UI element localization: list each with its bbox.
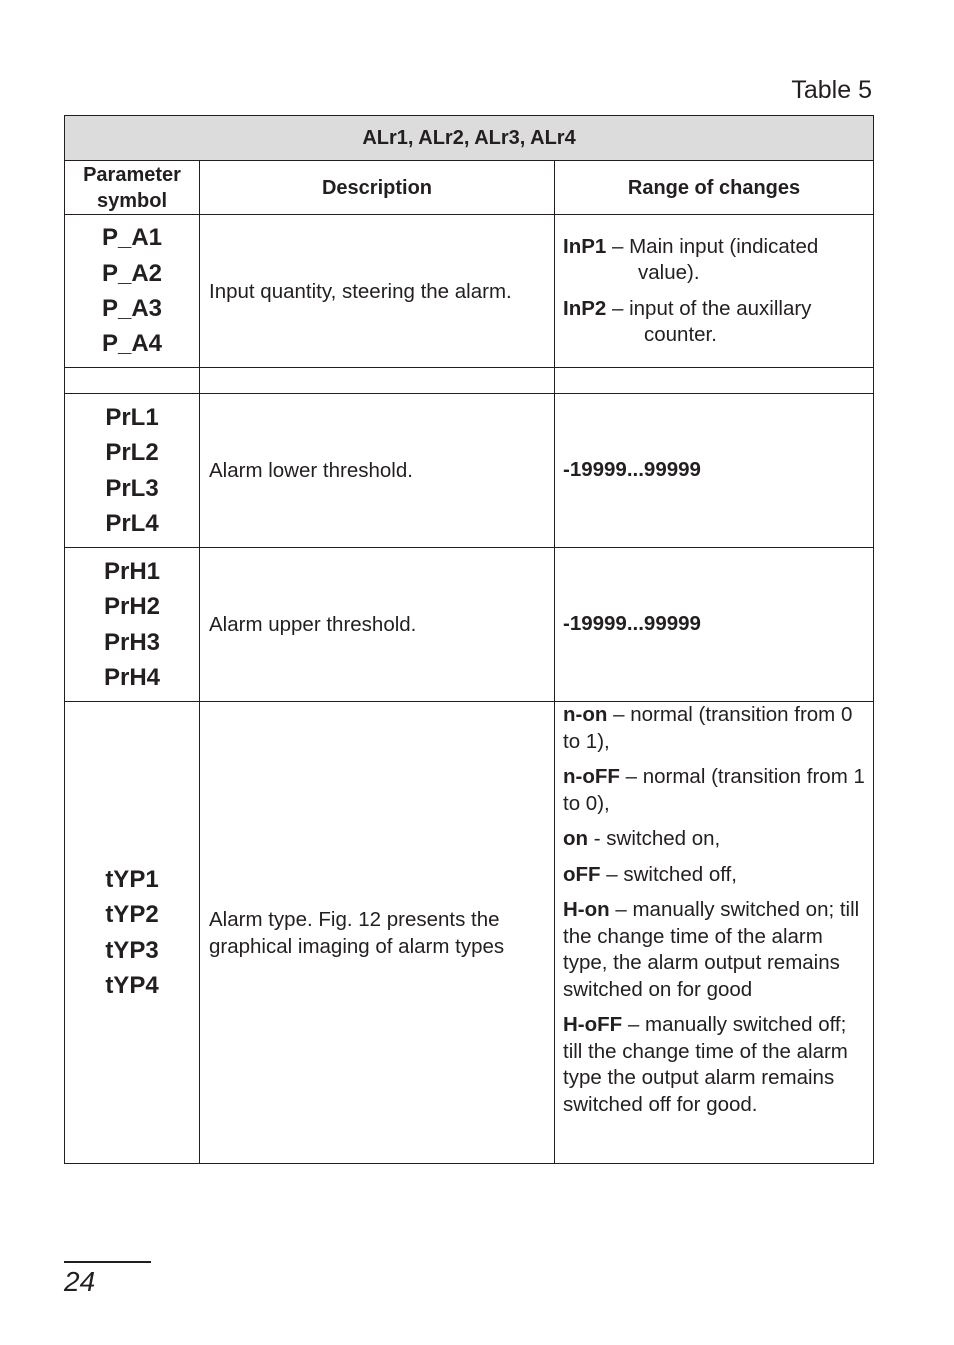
- table-title: ALr1, ALr2, ALr3, ALr4: [65, 116, 874, 161]
- range-option: [563, 1012, 865, 1118]
- symbol: tYP4: [105, 971, 159, 999]
- symbol: tYP2: [105, 901, 159, 929]
- symbol: P_A3: [101, 295, 163, 322]
- table-row: [65, 702, 874, 1164]
- range-option: [563, 702, 865, 755]
- option-key: on: [563, 827, 589, 850]
- range-cell: [555, 394, 874, 548]
- option-key: n-on: [563, 703, 608, 726]
- option-key: InP2: [563, 296, 607, 320]
- option-separator: –: [622, 1013, 645, 1036]
- description-line: Alarm type. Fig. 12 presents the: [209, 907, 500, 931]
- option-text: manually switched off; till the change time of the alarm type the output alarm remains switched off for good.: [563, 1013, 848, 1116]
- symbol: PrH1: [103, 557, 161, 585]
- option-key: oFF: [563, 862, 601, 886]
- option-text-continued: counter.: [644, 323, 717, 346]
- option-separator: –: [606, 234, 630, 258]
- table-row: [65, 548, 874, 702]
- option-key: H-on: [563, 898, 610, 921]
- range-option: [563, 764, 865, 817]
- range-option: [563, 897, 865, 1003]
- option-text: manually switched on; till the change time of the alarm type, the alarm output remains switched on for good: [563, 898, 860, 1001]
- option-key: n-oFF: [563, 765, 620, 788]
- description-cell: Alarm lower threshold.: [200, 394, 555, 548]
- symbol: PrL4: [105, 509, 159, 537]
- option-separator: –: [609, 898, 633, 921]
- symbol: PrL1: [105, 403, 159, 431]
- empty-cell: [200, 368, 555, 394]
- option-text: switched on,: [606, 827, 721, 850]
- empty-row: [65, 368, 874, 394]
- option-text: input of the auxillary: [629, 296, 812, 320]
- option-key: InP1: [563, 234, 607, 258]
- option-text: normal (transition from 0 to 1),: [563, 703, 853, 753]
- table-row: [65, 394, 874, 548]
- range-option: [563, 296, 865, 349]
- header-description: Description: [200, 161, 555, 215]
- table-caption: Table 5: [791, 76, 872, 104]
- symbol-cell: [65, 215, 200, 368]
- option-key: H-oFF: [563, 1013, 623, 1036]
- empty-cell: [555, 368, 874, 394]
- symbol: tYP3: [105, 936, 159, 964]
- header-symbol-line2: symbol: [96, 189, 168, 212]
- option-text-continued: value).: [638, 261, 700, 284]
- option-separator: –: [607, 703, 631, 726]
- description-cell: [200, 702, 555, 1164]
- symbol: tYP1: [105, 865, 159, 893]
- symbol: PrL3: [105, 474, 159, 502]
- header-symbol-line1: Parameter: [83, 163, 181, 186]
- option-text: switched off,: [623, 862, 737, 886]
- symbol-cell: [65, 548, 200, 702]
- symbol: PrH2: [103, 593, 161, 621]
- option-separator: -: [588, 827, 607, 850]
- symbol: PrL2: [105, 439, 159, 467]
- option-text: normal (transition from 1 to 0),: [563, 765, 865, 815]
- symbol: PrH4: [103, 663, 161, 691]
- table-row: [65, 215, 874, 368]
- range-cell: [555, 215, 874, 368]
- symbol: P_A1: [101, 224, 163, 252]
- range-option: [563, 826, 865, 853]
- description-line: graphical imaging of alarm types: [209, 934, 505, 958]
- page-number-rule: [64, 1261, 151, 1263]
- symbol-cell: [65, 702, 200, 1164]
- range-option: [563, 862, 865, 889]
- range-cell: [555, 702, 874, 1164]
- option-separator: –: [619, 765, 643, 788]
- range-option: [563, 234, 865, 287]
- symbol: P_A4: [101, 330, 163, 358]
- symbol: P_A2: [101, 259, 163, 287]
- range-value: -19999...99999: [563, 612, 701, 636]
- option-separator: –: [600, 862, 624, 886]
- empty-cell: [65, 368, 200, 394]
- page-number: 24: [64, 1266, 96, 1297]
- header-range: Range of changes: [555, 161, 874, 215]
- range-value: -19999...99999: [563, 458, 701, 482]
- option-separator: –: [606, 296, 630, 320]
- range-cell: [555, 548, 874, 702]
- description-cell: Input quantity, steering the alarm.: [200, 215, 555, 368]
- description-cell: Alarm upper threshold.: [200, 548, 555, 702]
- symbol: PrH3: [103, 628, 161, 656]
- symbol-cell: [65, 394, 200, 548]
- option-text: Main input (indicated: [629, 234, 819, 258]
- header-parameter-symbol: [65, 161, 200, 215]
- parameters-table: [64, 115, 874, 1164]
